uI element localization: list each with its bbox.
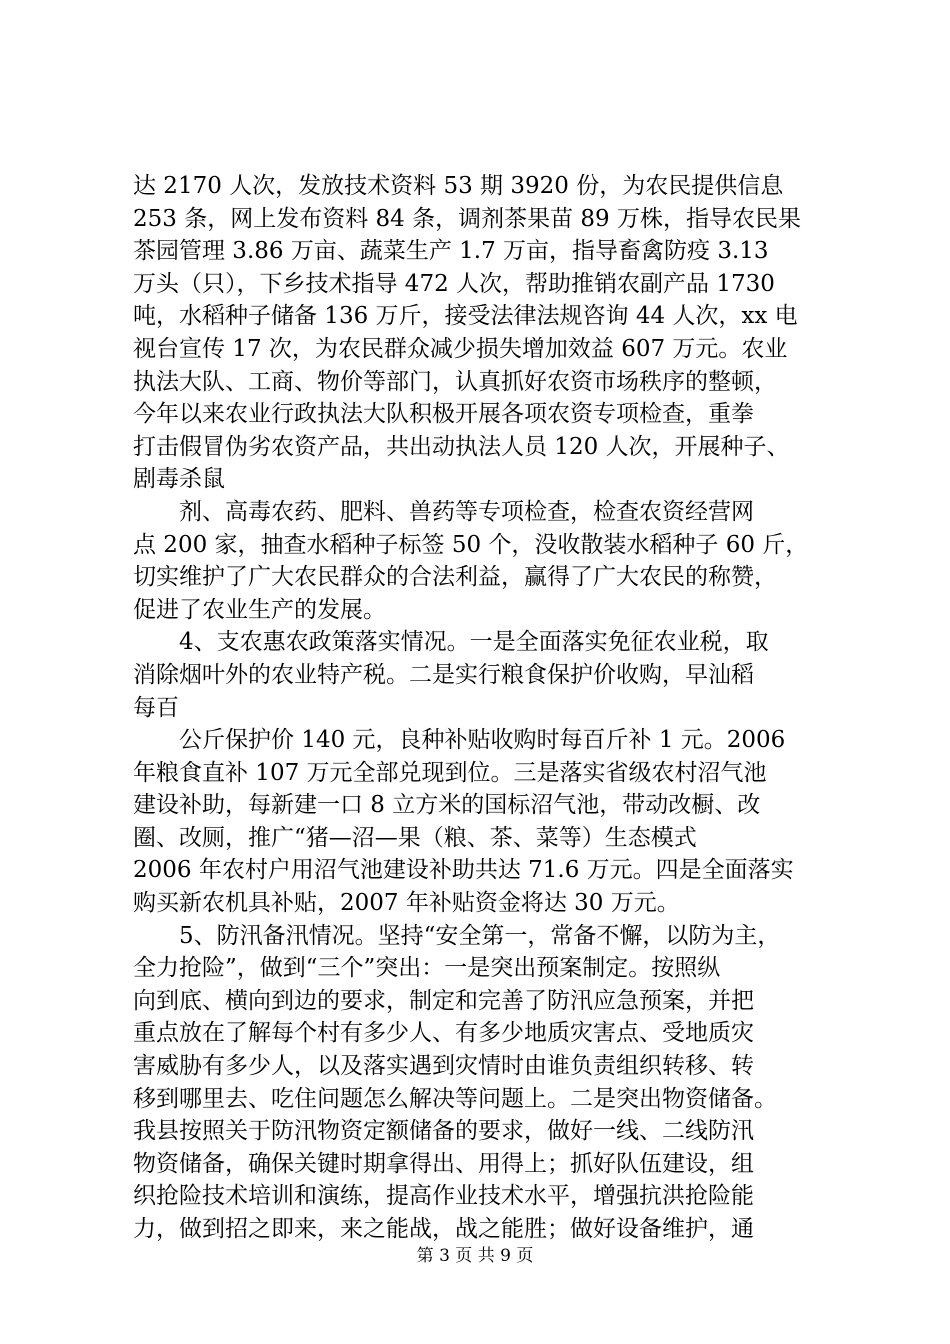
text-line: 4、支农惠农政策落实情况。一是全面落实免征农业税，取 [179,629,769,656]
text-line: 视台宣传 17 次，为农民群众减少损失增加效益 607 万元。农业 [133,335,788,362]
paragraph-5-flood-control [133,920,833,1246]
text-line: 向到底、横向到边的要求，制定和完善了防汛应急预案，并把 [133,987,754,1014]
text-line: 达 2170 人次，发放技术资料 53 期 3920 份，为农民提供信息 [133,173,784,199]
text-line: 剧毒杀鼠 [133,466,225,493]
text-line: 点 200 家，抽查水稻种子标签 50 个，没收散装水稻种子 60 斤， [133,531,809,558]
text-line: 圈、改厕，推广“猪—沼—果（粮、茶、菜等）生态模式 [133,824,697,851]
paragraph-3-policy [133,626,833,724]
text-line: 公斤保护价 140 元，良种补贴收购时每百斤补 1 元。2006 [179,727,786,754]
text-line: 每百 [133,694,179,721]
text-line: 建设补助，每新建一口 8 立方米的国标沼气池，带动改橱、改 [133,792,761,819]
text-line: 5、防汛备汛情况。坚持“安全第一，常备不懈，以防为主， [179,922,781,949]
text-line: 万头（只），下乡技术指导 472 人次，帮助推销农副产品 1730 [133,270,775,297]
text-line: 我县按照关于防汛物资定额储备的要求，做好一线、二线防汛 [133,1118,754,1145]
text-line: 害威胁有多少人，以及落实遇到灾情时由谁负责组织转移、转 [133,1053,754,1080]
text-line: 打击假冒伪劣农资产品，共出动执法人员 120 人次，开展种子、 [133,433,790,460]
text-line: 全力抢险”，做到“三个”突出：一是突出预案制定。按照纵 [133,955,721,982]
text-line: 2006 年农村户用沼气池建设补助共达 71.6 万元。四是全面落实 [133,857,794,884]
paragraph-4-subsidy [133,724,833,920]
text-line: 力，做到招之即来，来之能战，战之能胜；做好设备维护，通 [133,1216,754,1242]
text-line: 茶园管理 3.86 万亩、蔬菜生产 1.7 万亩，指导畜禽防疫 3.13 [133,238,769,265]
text-line: 消除烟叶外的农业特产税。二是实行粮食保护价收购，早汕稻 [133,661,754,688]
text-line: 执法大队、工商、物价等部门，认真抓好农资市场秩序的整顿， [133,368,777,395]
text-line: 织抢险技术培训和演练，提高作业技术水平，增强抗洪抢险能 [133,1183,754,1210]
text-line: 剂、高毒农药、肥料、兽药等专项检查，检查农资经营网 [179,498,754,525]
text-line: 购买新农机具补贴，2007 年补贴资金将达 30 万元。 [133,890,680,917]
paragraph-1-continued [133,170,833,496]
text-line: 年粮食直补 107 万元全部兑现到位。三是落实省级农村沼气池 [133,759,767,786]
text-line: 吨，水稻种子储备 136 万斤，接受法律法规咨询 44 人次，xx 电 [133,303,798,330]
text-line: 切实维护了广大农民群众的合法利益，赢得了广大农民的称赞， [133,564,777,591]
document-body [133,170,833,1246]
page-number-footer: 第 3 页 共 9 页 [416,1246,534,1266]
paragraph-2 [133,496,833,626]
text-line: 今年以来农业行政执法大队积极开展各项农资专项检查，重拳 [133,401,754,428]
text-line: 物资储备，确保关键时期拿得出、用得上；抓好队伍建设，组 [133,1150,754,1177]
text-line: 移到哪里去、吃住问题怎么解决等问题上。二是突出物资储备。 [133,1085,777,1112]
text-line: 促进了农业生产的发展。 [133,596,386,623]
text-line: 重点放在了解每个村有多少人、有多少地质灾害点、受地质灾 [133,1020,754,1047]
text-line: 253 条，网上发布资料 84 条，调剂茶果苗 89 万株，指导农民果 [133,205,801,232]
